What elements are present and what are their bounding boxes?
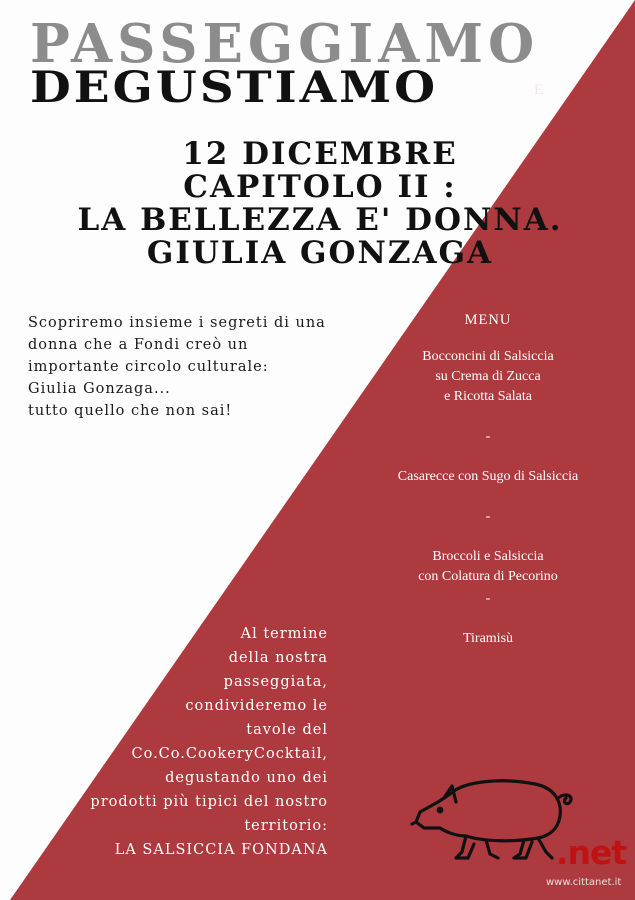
intro-line: tutto quello che non sai! [28, 403, 233, 419]
menu-section [370, 312, 606, 649]
menu-separator: - [485, 509, 491, 524]
menu-line: e Ricotta Salata [444, 389, 532, 404]
closing-line: LA SALSICCIA FONDANA [114, 842, 328, 858]
closing-line: tavole del [246, 722, 328, 738]
closing-line: della nostra [228, 650, 328, 666]
title-connector: E [534, 82, 544, 98]
menu-course-4 [370, 629, 606, 649]
closing-line: degustando uno dei [165, 770, 328, 786]
menu-line: con Colatura di Pecorino [418, 569, 558, 584]
closing-line: condivideremo le [185, 698, 328, 714]
closing-line: prodotti più tipici del nostro [90, 794, 328, 810]
closing-line: territorio: [244, 818, 328, 834]
menu-line: Broccoli e Salsiccia [432, 549, 544, 564]
closing-text [74, 622, 328, 862]
menu-separator: - [485, 429, 491, 444]
event-person: GIULIA GONZAGA [146, 235, 494, 271]
menu-line: Bocconcini di Salsiccia [422, 349, 554, 364]
watermark-logo: .net [556, 833, 627, 872]
event-theme: LA BELLEZZA E' DONNA. [77, 202, 563, 238]
pig-icon [410, 772, 578, 864]
menu-course-3 [370, 547, 606, 587]
title-passeggiamo: PASSEGGIAMO [30, 13, 540, 75]
menu-line: Tiramisù [462, 631, 514, 646]
menu-course-1 [370, 347, 606, 407]
event-subtitle [60, 138, 580, 270]
closing-line: passeggiata, [223, 674, 328, 690]
closing-line: Al termine [240, 626, 328, 642]
menu-line: su Crema di Zucca [435, 369, 541, 384]
intro-line: donna che a Fondi creò un [28, 337, 249, 353]
intro-text [28, 312, 328, 422]
intro-line: importante circolo culturale: [28, 359, 269, 375]
watermark-url: www.cittanet.it [546, 877, 622, 888]
title-degustiamo: DEGUSTIAMO [30, 62, 439, 113]
intro-line: Giulia Gonzaga... [28, 381, 171, 397]
closing-line: Co.Co.CookeryCocktail, [131, 746, 328, 762]
event-date: 12 DICEMBRE [182, 136, 458, 172]
intro-line: Scopriremo insieme i segreti di una [28, 315, 326, 331]
menu-title: MENU [464, 312, 512, 328]
menu-separator: - [485, 591, 491, 606]
menu-line: Casarecce con Sugo di Salsiccia [397, 469, 579, 484]
menu-course-2 [370, 467, 606, 487]
event-chapter: CAPITOLO II : [183, 169, 457, 205]
